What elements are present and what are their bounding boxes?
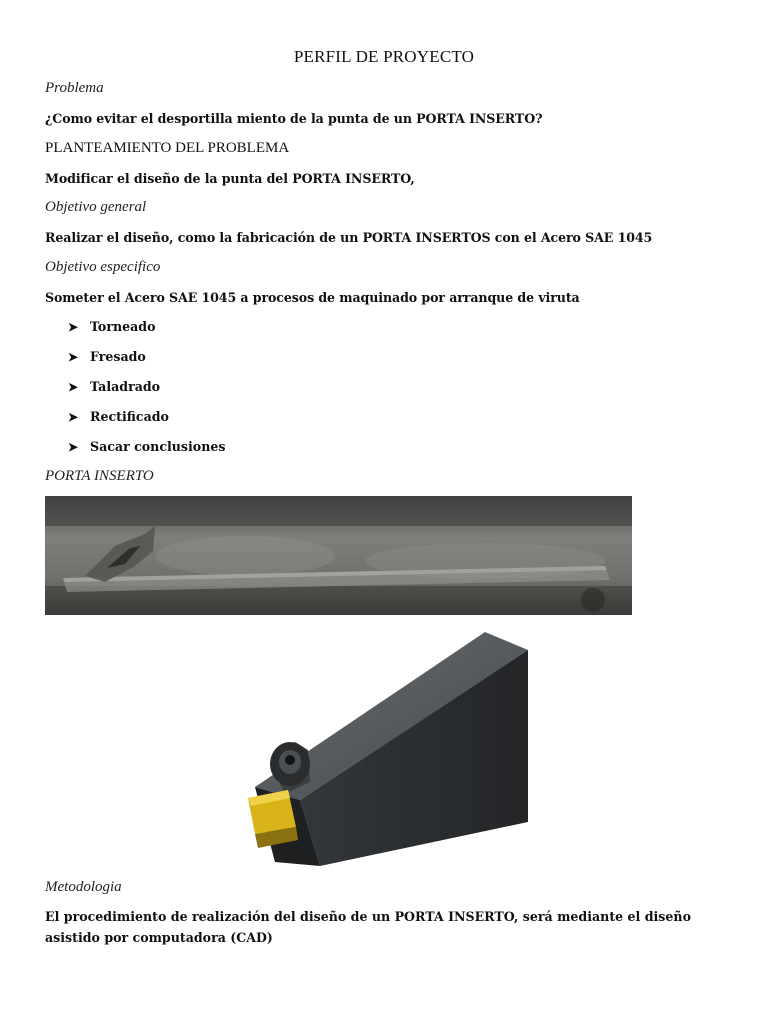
- objetivo-especifico-text: Someter el Acero SAE 1045 a procesos de maquinado por arranque de viruta: [45, 290, 580, 305]
- objetivo-especifico-label: Objetivo especifico: [45, 259, 161, 275]
- metodologia-text: El procedimiento de realización del diseño de un PORTA INSERTO, será mediante el diseño asistido por computadora (CAD): [45, 909, 691, 945]
- arrow-bullet-icon: ➤: [68, 320, 79, 334]
- problema-question: ¿Como evitar el desportilla miento de la punta de un PORTA INSERTO?: [45, 111, 543, 126]
- list-item: ➤ Taladrado: [68, 379, 161, 394]
- list-item: ➤ Torneado: [68, 319, 156, 334]
- porta-inserto-3d-render: [200, 622, 570, 870]
- planteamiento-text: Modificar el diseño de la punta del PORTA INSERTO,: [45, 171, 415, 186]
- arrow-bullet-icon: ➤: [68, 380, 79, 394]
- objetivo-general-label: Objetivo general: [45, 199, 147, 215]
- metodologia-label: Metodologia: [45, 879, 122, 895]
- list-item: ➤ Fresado: [68, 349, 146, 364]
- porta-inserto-label: PORTA INSERTO: [45, 468, 154, 484]
- porta-inserto-photo: [45, 496, 632, 615]
- arrow-bullet-icon: ➤: [68, 350, 79, 364]
- list-item: ➤ Rectificado: [68, 409, 169, 424]
- page-title: PERFIL DE PROYECTO: [293, 47, 475, 66]
- arrow-bullet-icon: ➤: [68, 410, 79, 424]
- problema-label: Problema: [45, 80, 104, 96]
- planteamiento-heading: PLANTEAMIENTO DEL PROBLEMA: [45, 140, 290, 156]
- objetivo-general-text: Realizar el diseño, como la fabricación de un PORTA INSERTOS con el Acero SAE 1045: [45, 230, 653, 245]
- list-item: ➤ Sacar conclusiones: [68, 439, 226, 454]
- arrow-bullet-icon: ➤: [68, 440, 79, 454]
